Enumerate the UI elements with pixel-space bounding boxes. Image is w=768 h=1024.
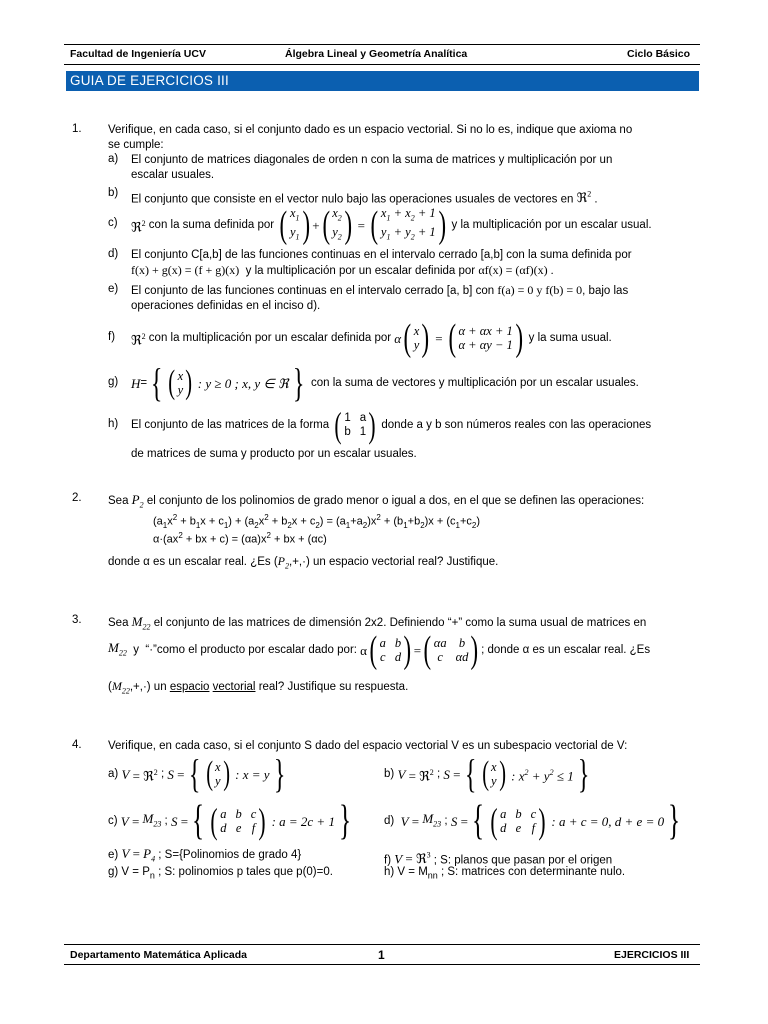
item-h-label: h) (108, 418, 119, 430)
item-4e: e) $V = P_4$ ; S={Polinomios de grado 4} (108, 846, 302, 864)
header-left: Facultad de Ingeniería UCV (70, 48, 206, 60)
item-1h-text: El conjunto de las matrices de la forma ( 1 a b 1 ) donde a y b son números reales con las operaciones (131, 405, 652, 445)
item-4d: d) V = $M_{23}$ ; S = { ( a b c d e f ) : a + c = 0, d + e = 0 } (384, 798, 681, 844)
guide-title-banner: GUIA DE EJERCICIOS III (66, 71, 699, 91)
item-g-label: g) (108, 376, 119, 388)
item-4b: b) V = ℜ$^2$ ; S = { ( x y ) : $x^2 + y^2 \le 1$ } (384, 751, 590, 796)
item-f-label: f) (108, 331, 116, 343)
footer-page-number: 1 (378, 948, 385, 962)
header-top-rule (64, 44, 700, 45)
exercise-3-definition: $M_{22}$ y “·” como el producto por escalar dado por: α ( a b c d ) = ( αa b c αd ) ; donde α es un escalar real. ¿Es (108, 629, 651, 671)
item-1c-text: ℜ$^2$ con la suma definida por ( $x_1$ $y_1$ ) + ( $x_2$ $y_2$ ) = ( $x_1 + x_2 + 1$ $y_1 + y_2 + 1$ ) y la multiplicación por un escalar usual. (131, 204, 652, 246)
exercise-3-intro: Sea $M_{22}$ el conjunto de las matrices de dimensión 2x2. Definiendo “+” como la suma usual de matrices en (108, 614, 647, 632)
exercise-3-question: $(M_{22},+,\cdot)$ un espacio vectorial real? Justifique su respuesta. (108, 679, 409, 696)
item-4a: a) V = ℜ$^2$ ; S = { ( x y ) : x = y } (108, 751, 285, 796)
exercise-2-intro: Sea $P_2$ el conjunto de los polinomios de grado menor o igual a dos, en el que se definen las operaciones: (108, 492, 645, 510)
header-center: Álgebra Lineal y Geometría Analítica (285, 48, 468, 60)
item-1d-text: El conjunto C[a,b] de las funciones continuas en el intervalo cerrado [a,b] con la suma definida por f(x) + g(x) = (f + g)(x) y la multiplicación por un escalar definida por αf(x) = (αf)(x) . (131, 249, 632, 277)
item-1f-text: ℜ$^2$ con la multiplicación por un escalar definida por α ( x y ) = ( α + αx + 1 α + αy − 1 ) y la suma usual. (131, 317, 612, 359)
exercise-2-number: 2. (72, 492, 82, 504)
item-b-label: b) (108, 187, 119, 199)
item-a-label: a) (108, 153, 119, 165)
item-1e-text: El conjunto de las funciones continuas en el intervalo cerrado [a, b] con f(a) = 0 y f(b) = 0, bajo las operaciones definidas en el inciso d). (131, 283, 629, 312)
item-1a-text: El conjunto de matrices diagonales de orden n con la suma de matrices y multiplicación por un escalar usuales. (131, 154, 613, 181)
item-4g: g) $V = P_n$ ; S: polinomios p tales que p(0)=0. (108, 866, 333, 881)
item-c-label: c) (108, 217, 118, 229)
item-1b-text: El conjunto que consiste en el vector nulo bajo las operaciones usuales de vectores en ℜ$^2$ . (131, 190, 598, 206)
footer-section: EJERCICIOS III (614, 949, 690, 961)
polynomial-scalar-definition: $\alpha\cdot(ax^2$ + bx + $c) = (\alpha a)x^2$ + bx + (αc) (153, 531, 327, 546)
footer-bottom-rule (64, 964, 700, 965)
exercise-1-number: 1. (72, 123, 82, 135)
footer-department: Departamento Matemática Aplicada (70, 949, 247, 961)
exercise-4-intro: Verifique, en cada caso, si el conjunto S dado del espacio vectorial V es un subespacio vectorial de V: (108, 740, 628, 752)
item-1g-text: H = { ( x y ) : y ≥ 0 ; x, y ∈ ℜ } con la suma de vectores y multiplicación por un escalar usuales. (131, 360, 639, 405)
exercise-3-number: 3. (72, 614, 82, 626)
polynomial-sum-definition: $(a_1x^2 + b_1x + c_1) + (a_2x^2 + b_2x + c_2) = (a_1+a_2)x^2 + (b_1+b_2)x + (c_1+c_2)$ (153, 513, 481, 530)
item-4c: c) V = $M_{23}$ ; S = { ( a b c d e f ) : a = 2c + 1 } (108, 798, 352, 844)
item-4f: f) V = ℜ$^3$ ; S: planos que pasan por el origen (384, 851, 613, 867)
footer-top-rule (64, 944, 700, 945)
item-e-label: e) (108, 283, 119, 295)
exercise-2-question: donde α es un escalar real. ¿Es $(P_2,+,\cdot)$ un espacio vectorial real? Justifique. (108, 554, 499, 571)
header-right: Ciclo Básico (627, 48, 691, 60)
exercise-4-number: 4. (72, 739, 82, 751)
item-1h-text-continued: de matrices de suma y producto por un escalar usuales. (131, 448, 417, 460)
header-bottom-rule (64, 64, 700, 65)
item-4h: h) $V = M_{nn}$ ; S: matrices con determinante nulo. (384, 866, 626, 881)
exercise-1-intro: Verifique, en cada caso, si el conjunto dado es un espacio vectorial. Si no lo es, indique que axioma no se cumple: (108, 124, 633, 151)
item-d-label: d) (108, 248, 119, 260)
